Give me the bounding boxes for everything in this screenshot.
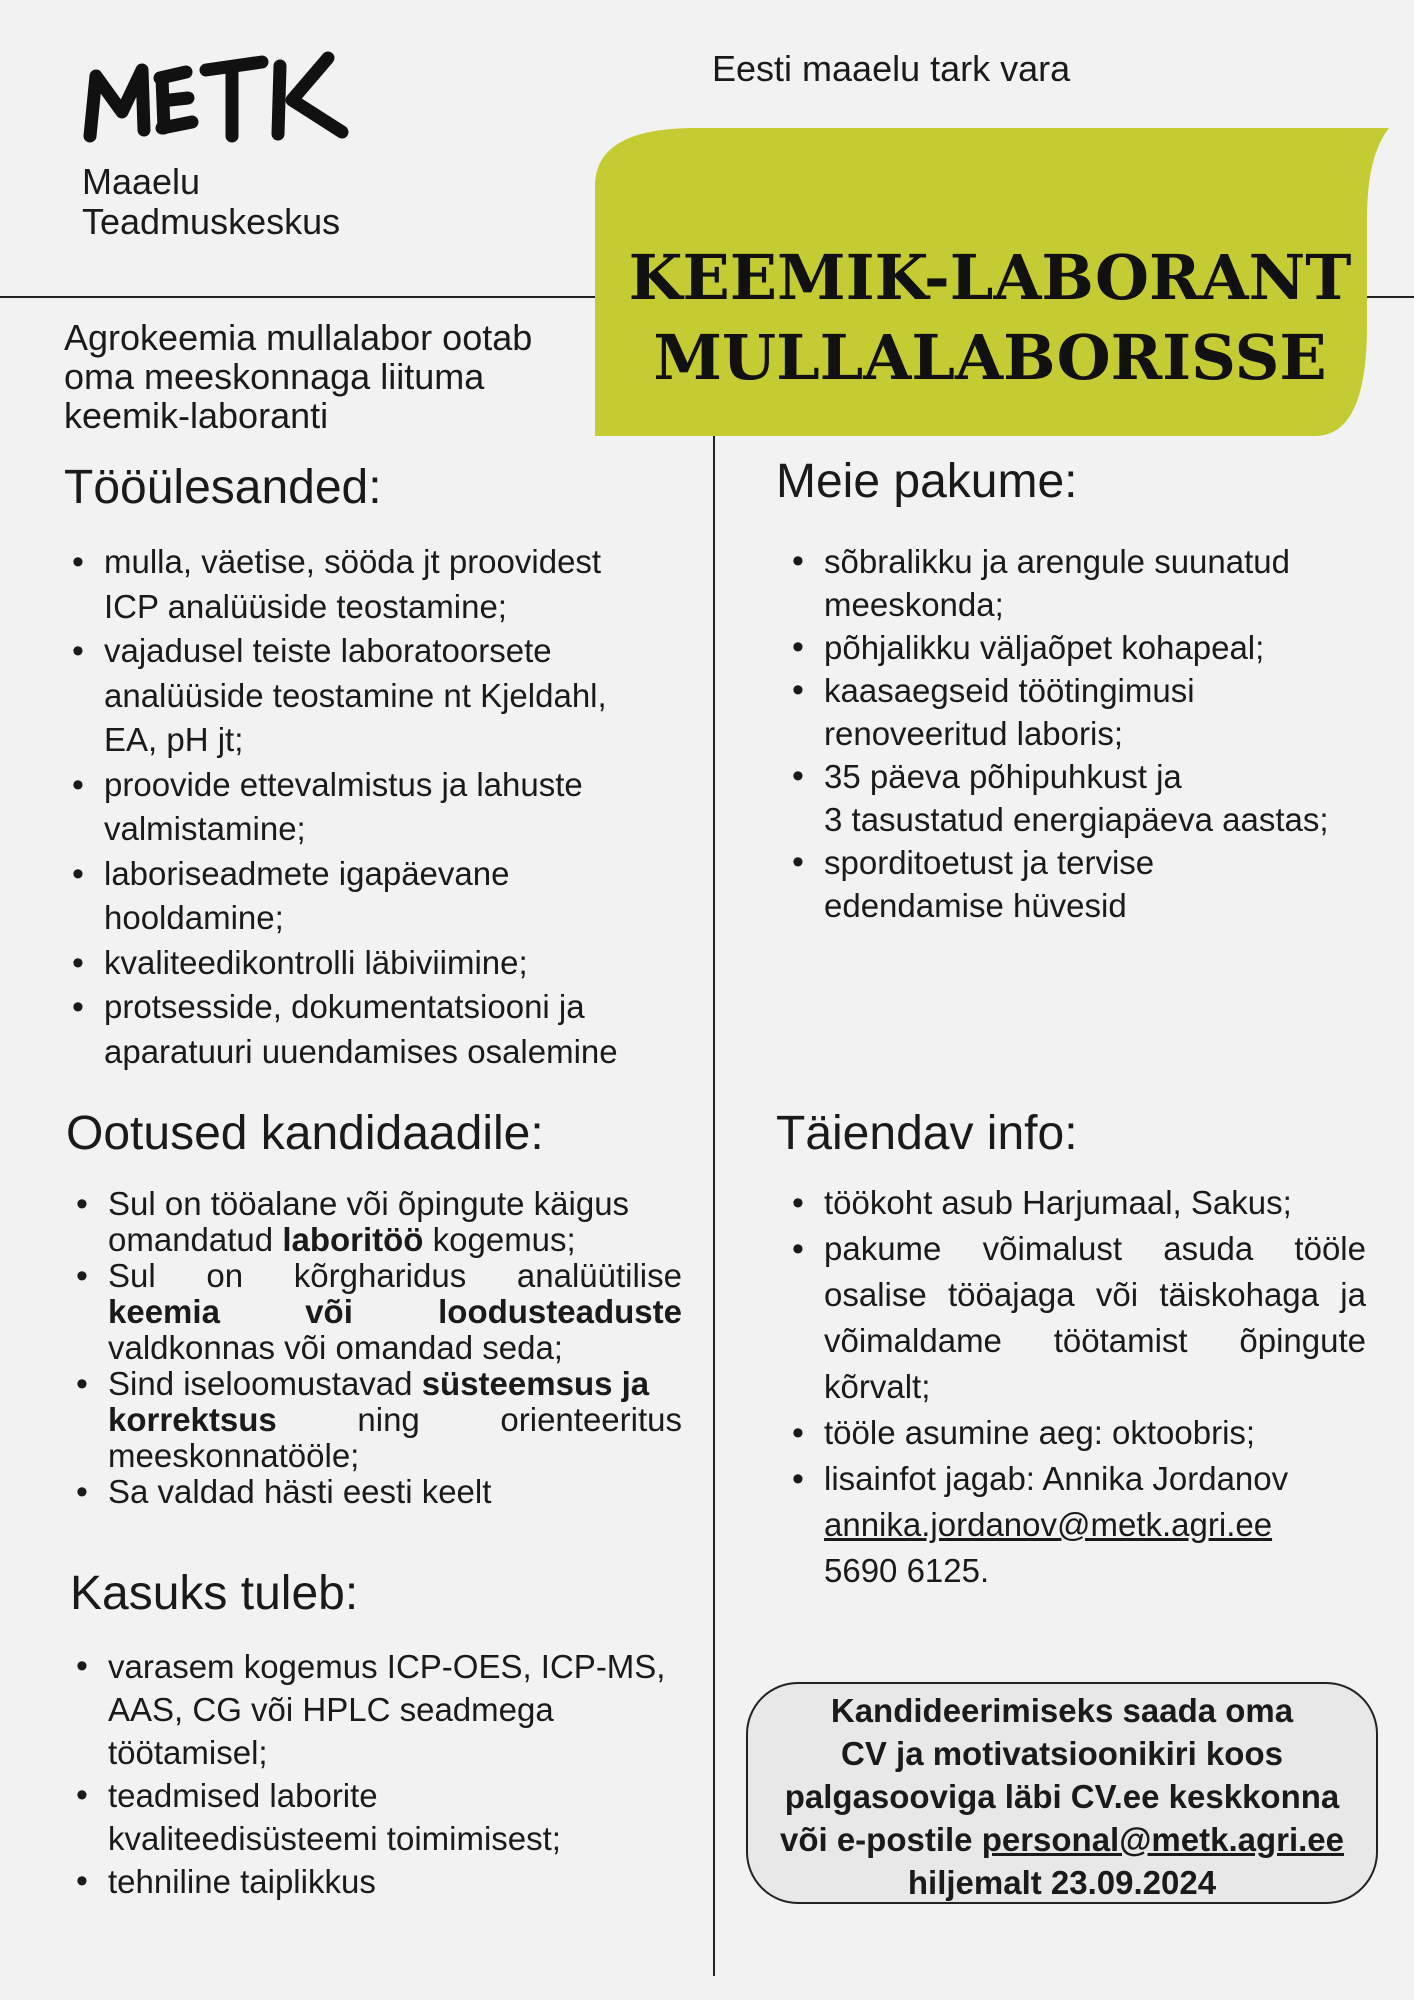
- offer-list: [786, 540, 1386, 927]
- list-item-text: [108, 1222, 682, 1258]
- job-title-line2: MULLALABORISSE: [653, 321, 1327, 394]
- list-item-text: 3 tasustatud energiapäeva aastas;: [824, 801, 1329, 838]
- list-item-text: • proovide ettevalmistus ja lahuste: [104, 765, 583, 803]
- list-item-text: • kvaliteedikontrolli läbiviimine;: [104, 943, 528, 981]
- offer-heading: Meie pakume:: [776, 455, 1078, 508]
- list-item-text: edendamise hüvesid: [824, 887, 1127, 924]
- intro-line1: Agrokeemia mullalabor ootab: [64, 317, 533, 358]
- contact-phone: 5690 6125.: [824, 1552, 990, 1589]
- list-item-text: meeskonnatööle;: [108, 1437, 360, 1474]
- intro-line2: oma meeskonnaga liituma: [64, 356, 485, 397]
- apply-email-link[interactable]: personal@metk.agri.ee: [981, 1821, 1345, 1858]
- list-item-text: meeskonda;: [824, 586, 1004, 623]
- list-item: [786, 1456, 1366, 1594]
- intro-text: [64, 318, 604, 435]
- organization-name: [82, 162, 402, 242]
- list-item-text: renoveeritud laboris;: [824, 715, 1123, 752]
- list-item: [70, 1186, 682, 1258]
- list-item: [70, 1645, 690, 1774]
- emphasis: süsteemsus ja: [421, 1365, 650, 1402]
- list-item-text: kvaliteedisüsteemi toimimisest;: [108, 1820, 561, 1857]
- list-item-text: aparatuuri uuendamises osalemine: [104, 1032, 618, 1070]
- expectations-list: [70, 1186, 682, 1510]
- additional-info-heading: Täiendav info:: [776, 1107, 1078, 1160]
- org-name-line1: Maaelu: [82, 161, 201, 202]
- apply-line1: Kandideerimiseks saada oma: [830, 1692, 1294, 1729]
- list-item-text: • vajadusel teiste laboratoorsete: [104, 632, 552, 669]
- apply-line4: [748, 1818, 1376, 1861]
- text-segment: kogemus;: [423, 1221, 576, 1258]
- emphasis: laboritöö: [282, 1221, 424, 1258]
- list-item: [66, 629, 686, 763]
- list-item-text: töötamisel;: [108, 1734, 268, 1771]
- additional-info-list: [786, 1180, 1366, 1594]
- list-item: [66, 763, 686, 852]
- list-item: [66, 941, 686, 986]
- apply-line3: palgasooviga läbi CV.ee keskkonna: [784, 1778, 1340, 1815]
- job-title-line1: KEEMIK-LABORANT: [628, 241, 1352, 314]
- contact-person: • lisainfot jagab: Annika Jordanov: [824, 1460, 1289, 1497]
- expectations-heading: Ootused kandidaadile:: [66, 1107, 544, 1160]
- list-item-text: AAS, CG või HPLC seadmega: [108, 1691, 554, 1728]
- emphasis: korrektsus: [108, 1401, 277, 1438]
- list-item: [786, 755, 1386, 841]
- text-segment: ning orienteeritus: [276, 1401, 682, 1438]
- list-item: [786, 1226, 1366, 1410]
- list-item-text: võimaldame töötamist õpingute: [824, 1322, 1366, 1359]
- list-item-text: EA, pH jt;: [104, 721, 244, 758]
- list-item-text: kõrvalt;: [824, 1368, 931, 1405]
- list-item-text: [108, 1366, 682, 1402]
- list-item-text: [108, 1402, 682, 1438]
- list-item: [70, 1258, 682, 1366]
- list-item-text: ICP analüüside teostamine;: [104, 587, 507, 625]
- list-item-text: • sporditoetust ja tervise: [824, 844, 1155, 881]
- list-item-text: • 35 päeva põhipuhkust ja: [824, 758, 1182, 795]
- list-item-text: analüüside teostamine nt Kjeldahl,: [104, 676, 607, 714]
- list-item-text: • tööle asumine aeg: oktoobris;: [824, 1414, 1256, 1451]
- list-item-text: valmistamine;: [104, 810, 306, 847]
- list-item-text: • tehniline taiplikkus: [108, 1863, 376, 1900]
- apply-deadline: hiljemalt 23.09.2024: [907, 1864, 1217, 1901]
- list-item: [70, 1860, 690, 1903]
- emphasis: keemia või loodusteaduste: [108, 1293, 682, 1330]
- list-item: [70, 1774, 690, 1860]
- tagline: Eesti maaelu tark vara: [712, 48, 1071, 89]
- list-item: [786, 1410, 1366, 1456]
- list-item: [786, 1180, 1366, 1226]
- list-item: [786, 626, 1386, 669]
- list-item-text: • protsesside, dokumentatsiooni ja: [104, 988, 585, 1025]
- list-item-text: • Sul on kõrgharidus analüütilise: [108, 1257, 682, 1294]
- text-segment: omandatud: [108, 1221, 283, 1258]
- list-item: [66, 540, 686, 629]
- list-item: [70, 1474, 682, 1510]
- tasks-heading: Tööülesanded:: [64, 461, 382, 514]
- metk-logo: [82, 48, 382, 148]
- list-item-text: • varasem kogemus ICP-OES, ICP-MS,: [108, 1648, 666, 1685]
- divider-left: [0, 296, 598, 298]
- column-divider: [713, 436, 715, 1976]
- intro-line3: keemik-laboranti: [64, 395, 329, 436]
- list-item-text: • sõbralikku ja arengule suunatud: [824, 543, 1290, 580]
- list-item: [70, 1366, 682, 1474]
- text-segment: Sind iseloomustavad: [108, 1365, 422, 1402]
- list-item-text: osalise tööajaga või täiskohaga ja: [824, 1276, 1366, 1313]
- advantage-heading: Kasuks tuleb:: [70, 1567, 359, 1620]
- list-item-text: • Sa valdad hästi eesti keelt: [108, 1473, 492, 1510]
- list-item-text: • Sul on tööalane või õpingute käigus: [108, 1185, 630, 1222]
- list-item: [66, 985, 686, 1074]
- list-item-text: • kaasaegseid töötingimusi: [824, 672, 1195, 709]
- list-item-text: • teadmised laborite: [108, 1777, 378, 1814]
- list-item: [786, 540, 1386, 626]
- application-box: [746, 1682, 1378, 1904]
- text-segment: või e-postile: [779, 1821, 982, 1858]
- list-item-text: • pakume võimalust asuda tööle: [824, 1230, 1366, 1267]
- tasks-list: [66, 540, 686, 1074]
- list-item-text: • mulla, väetise, sööda jt proovidest: [104, 543, 602, 580]
- list-item-text: • põhjalikku väljaõpet kohapeal;: [824, 629, 1265, 666]
- org-name-line2: Teadmuskeskus: [82, 201, 341, 242]
- list-item: [786, 669, 1386, 755]
- job-title: [620, 238, 1360, 398]
- list-item-text: hooldamine;: [104, 899, 284, 936]
- list-item-text: valdkonnas või omandad seda;: [108, 1329, 563, 1366]
- contact-email-link[interactable]: annika.jordanov@metk.agri.ee: [824, 1506, 1273, 1543]
- list-item: [66, 852, 686, 941]
- list-item-text: • laboriseadmete igapäevane: [104, 854, 510, 892]
- list-item: [786, 841, 1386, 927]
- advantage-list: [70, 1645, 690, 1903]
- apply-line2: CV ja motivatsioonikiri koos: [841, 1735, 1283, 1772]
- list-item-text: • töökoht asub Harjumaal, Sakus;: [824, 1184, 1292, 1221]
